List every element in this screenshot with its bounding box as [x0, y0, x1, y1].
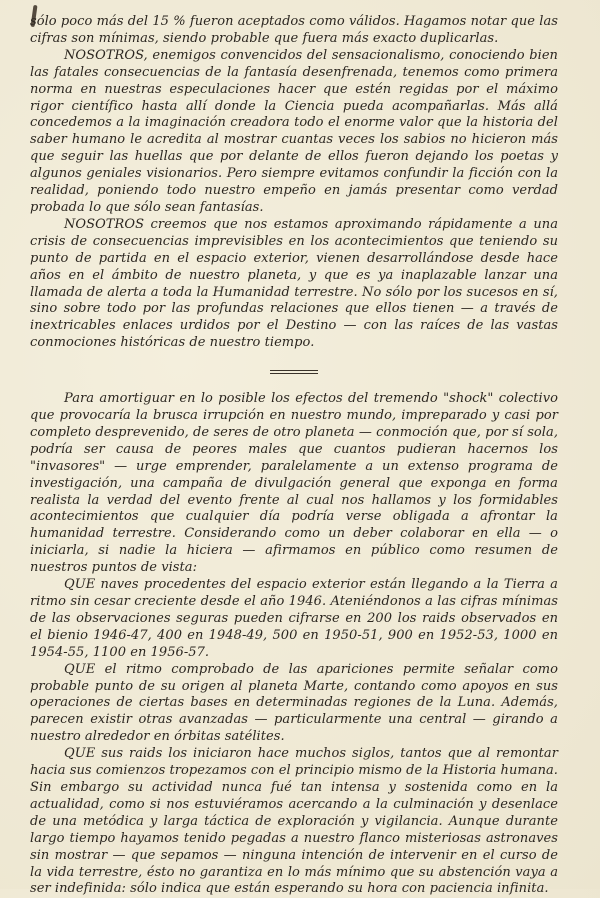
paragraph-opening: sólo poco más del 15 % fueron aceptados como válidos. Hagamos notar que las cifras son mínimas, siendo probable que fuera más exacto duplicarlas. [30, 14, 558, 46]
section-statement [30, 391, 558, 898]
paragraph-nosotros-crisis: NOSOTROS creemos que nos estamos aproximando rápidamente a una crisis de consecuencias imprevisibles en los acontecimientos que teniendo su punto de partida en el espacio exterior, vienen desarrollándose desde hace años en el ámbito de nuestro planeta, y que es ya inaplazable lanzar una llamada de alerta a toda la Humanidad terrestre. No sólo por los sucesos en sí, sino sobre todo por las profundas relaciones que ellos tienen — a través de inextricables enlaces urdidos por el Destino — con las raíces de las vastas conmociones históricas de nuestro tiempo. [30, 216, 558, 351]
paragraph-que-raids: QUE sus raids los iniciaron hace muchos siglos, tantos que al remontar hacia sus comienzos tropezamos con el principio mismo de la Historia humana. Sin embargo su actividad nunca fué tan intensa y sostenida como en la actualidad, como si nos estuviéramos acercando a la culminación y desenlace de una metódica y larga táctica de exploración y vigilancia. Aunque durante largo tiempo hayamos tenido pegadas a nuestro flanco misteriosas astronaves sin mostrar — que sepamos — ninguna intención de intervenir en el curso de la vida terrestre, ésto no garantiza en lo más mínimo que su abstención vaya a ser indefinida: sólo indica que están esperando su hora con paciencia infinita. [30, 746, 558, 897]
paragraph-que-naves: QUE naves procedentes del espacio exterior están llegando a la Tierra a ritmo sin cesar creciente desde el año 1946. Ateniéndonos a las cifras mínimas de las observaciones seguras pueden cifrarse en 200 los raids observados en el bienio 1946-47, 400 en 1948-49, 500 en 1950-51, 900 en 1952-53, 1000 en 1954-55, 1100 en 1956-57. [30, 577, 558, 660]
paragraph-nosotros-rigor: NOSOTROS, enemigos convencidos del sensacionalismo, conociendo bien las fatales consecuencias de la fantasía desenfrenada, tenemos como primera norma en nuestras especulaciones hacer que estén regidas por el máximo rigor científico hasta allí donde la Ciencia pueda acompañarlas. Más allá concedemos a la imaginación creadora todo el enorme valor que la historia del saber humano le acredita al mostrar cuantas veces los sabios no hicieron más que seguir las huellas que por delante de ellos fueron dejando los poetas y algunos geniales visionarios. Pero siempre evitamos confundir la ficción con la realidad, poniendo todo nuestro empeño en jamás presentar como verdad probada lo que sólo sean fantasías. [30, 47, 558, 215]
paragraph-que-ritmo: QUE el ritmo comprobado de las apariciones permite señalar como probable punto de su origen al planeta Marte, contando como apoyos en sus operaciones de ciertas bases en determinadas regiones de la Luna. Además, parecen existir otras avanzadas — particularmente una central — girando a nuestro alrededor en órbitas satélites. [30, 661, 558, 745]
document-page [30, 14, 558, 898]
paragraph-shock: Para amortiguar en lo posible los efectos del tremendo "shock" colectivo que provocaría la brusca irrupción en nuestro mundo, impreparado y casi por completo desprevenido, de seres de otro planeta — conmoción que, por sí sola, podría ser causa de peores males que cuantos pudieran hacernos los "invasores" — urge emprender, paralelamente a un extenso programa de investigación, una campaña de divulgación general que exponga en forma realista la verdad del evento frente al cual nos hallamos y los formidables acontecimientos que cualquier día podría verse obligada a afrontar la humanidad terrestre. Considerando como un deber colaborar en ella — o iniciarla, si nadie la hiciera — afirmamos en público como resumen de nuestros puntos de vista: [30, 391, 558, 576]
section-principles [30, 14, 558, 352]
section-divider [30, 369, 558, 375]
